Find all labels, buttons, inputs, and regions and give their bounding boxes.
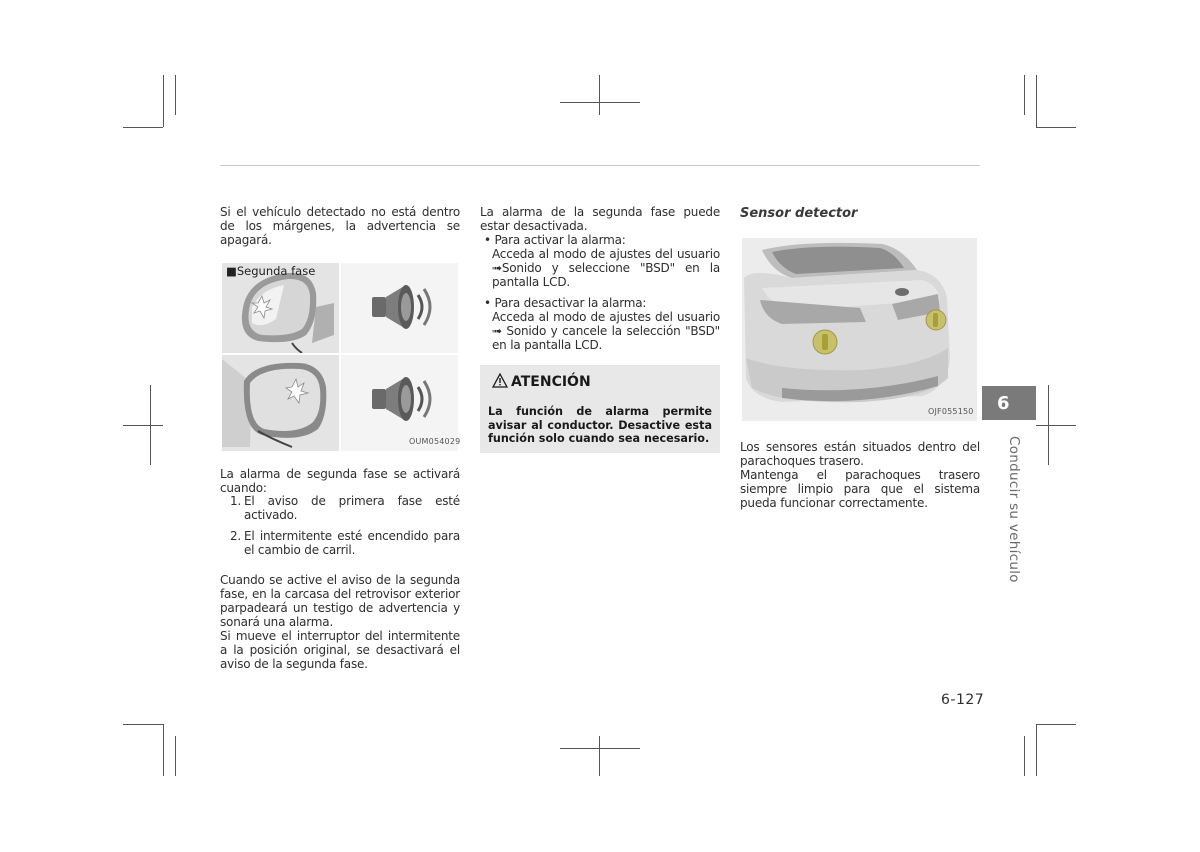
sensor-figure [742,238,977,421]
page-number: 6-127 [941,692,985,708]
deactivate-heading: • Para desactivar la alarma: [484,296,647,310]
activate-heading: • Para activar la alarma: [484,233,626,247]
section-title: Sensor detector [740,206,858,221]
intro-paragraph: Si el vehículo detectado no está dentro de los márgenes, la advertencia se apagará. [220,205,460,247]
chapter-number: 6 [997,393,1010,414]
deactivate-body: Acceda al modo de ajustes del usuario ➟ Sonido y cancele la selección "BSD" en la pantalla LCD. [492,310,720,352]
condition-number: 1. [230,494,242,508]
column-2-text [480,205,720,352]
blink-paragraph: Cuando se active el aviso de la segunda fase, en la carcasa del retrovisor exterior parpadeará un testigo de advertencia y sonará una alarma. [220,573,460,629]
sensor-location-paragraph: Los sensores están situados dentro del parachoques trasero. [740,440,980,468]
activate-body: Acceda al modo de ajustes del usuario ➟Sonido y seleccione "BSD" en la pantalla LCD. [492,247,720,289]
column-1-intro [220,205,460,247]
chapter-tab [982,386,1036,420]
figure-code: OUM054029 [409,437,461,446]
second-phase-figure [222,263,461,451]
caution-title: ATENCIÓN [511,374,591,390]
chapter-title: Conducir su vehículo [1006,436,1022,583]
sensor-clean-paragraph: Mantenga el parachoques trasero siempre limpio para que el sistema pueda funcionar correctamente. [740,468,980,510]
header-rule [220,165,980,166]
caution-box [480,365,720,453]
off-paragraph: Si mueve el interruptor del intermitente a la posición original, se desactivará el aviso de la segunda fase. [220,629,460,671]
column-3-text [740,440,980,510]
condition-number: 2. [230,529,242,543]
figure-label: ■Segunda fase [226,264,316,278]
condition-text: El aviso de primera fase esté activado. [244,494,460,522]
warning-triangle-icon [492,373,508,388]
activation-section [220,467,460,495]
activation-intro: La alarma de segunda fase se activará cuando: [220,467,460,495]
figure-code: OJF055150 [928,407,974,416]
caution-text: La función de alarma permite avisar al conductor. Desactive esta función solo cuando sea necesario. [488,405,712,445]
blink-paragraph-block [220,573,460,671]
caution-heading [492,373,591,390]
car-rear-illustration [742,238,977,421]
condition-text: El intermitente esté encendido para el cambio de carril. [244,529,460,557]
alarm-intro: La alarma de la segunda fase puede estar desactivada. [480,205,720,233]
